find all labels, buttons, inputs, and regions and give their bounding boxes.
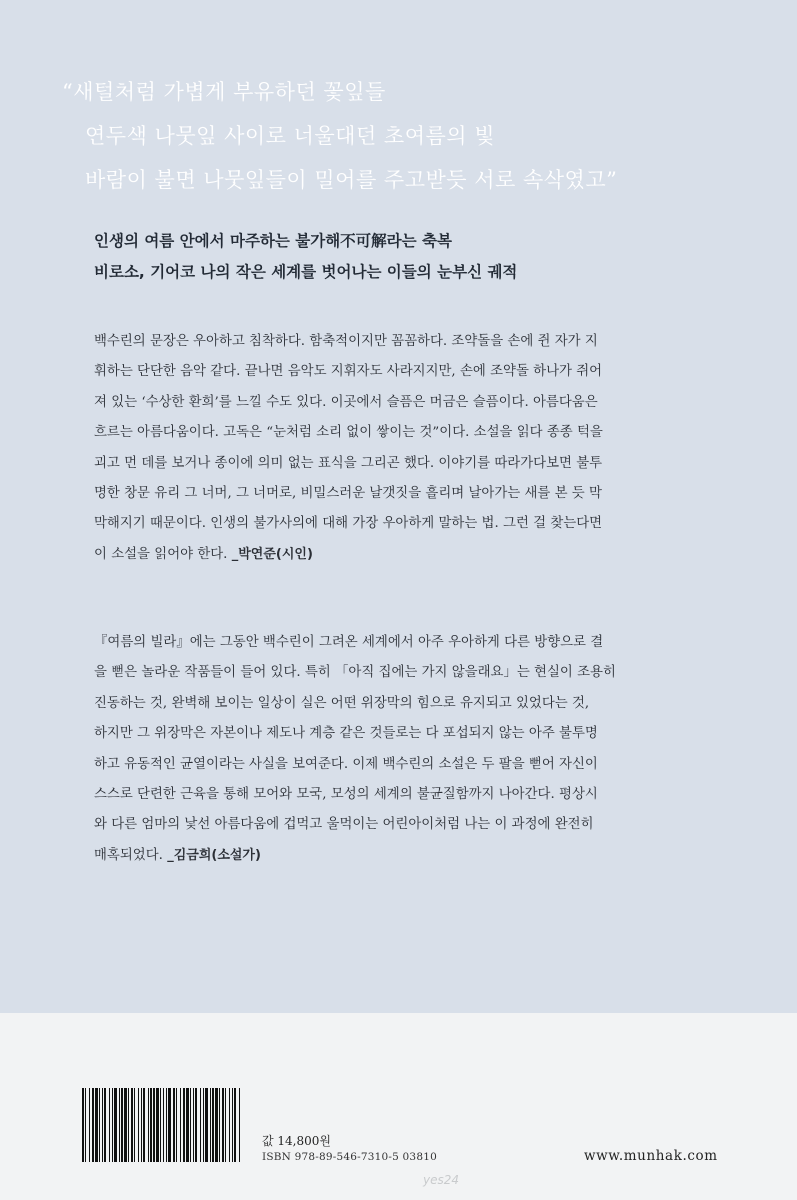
pull-quote-line: “새털처럼 가볍게 부유하던 꽃잎들	[62, 80, 386, 104]
review-last-line	[94, 841, 734, 871]
review-line: 명한 창문 유리 그 너머, 그 너머로, 비밀스러운 날갯짓을 흘리며 날아가는 새를 본 듯 막	[94, 486, 602, 502]
pull-quote-line: 바람이 불면 나뭇잎들이 밀어를 주고받듯 서로 속삭였고”	[85, 168, 618, 192]
watermark: yes24	[423, 1173, 460, 1187]
review-kim-geumhee	[94, 628, 734, 871]
review-line: 휘하는 단단한 음악 같다. 끝나면 음악도 지휘자도 사라지지만, 손에 조약돌 하나가 쥐어	[94, 364, 603, 380]
review-line: 흐르는 아름다움이다. 고독은 “눈처럼 소리 없이 쌓이는 것”이다. 소설을 읽다 종종 턱을	[94, 425, 603, 441]
review-line: 매혹되었다.	[94, 847, 163, 863]
review-line: 하고 유동적인 균열이라는 사실을 보여준다. 이제 백수린의 소설은 두 팔을 뻗어 자신이	[94, 756, 598, 772]
review-line: 하지만 그 위장막은 자본이나 제도나 계층 같은 것들로는 다 포섭되지 않는 아주 불투명	[94, 726, 598, 742]
review-line: 이 소설을 읽어야 한다.	[94, 546, 228, 562]
review-line: 와 다른 엄마의 낯선 아름다움에 겁먹고 울먹이는 어린아이처럼 나는 이 과정에 완전히	[94, 817, 594, 833]
isbn-number: ISBN 978-89-546-7310-5 03810	[262, 1151, 437, 1163]
barcode-bar	[239, 1088, 240, 1162]
review-line: 져 있는 ‘수상한 환희’를 느낄 수도 있다. 이곳에서 슬픔은 머금은 슬픔이다. 아름다움은	[94, 394, 598, 410]
review-last-line	[94, 540, 734, 570]
pull-quote	[64, 70, 764, 202]
review-line: 막해지기 때문이다. 인생의 불가사의에 대해 가장 우아하게 말하는 법. 그런 걸 찾는다면	[94, 516, 603, 532]
review-park-yeonjun	[94, 327, 734, 570]
tagline	[94, 226, 754, 288]
publisher-website[interactable]: www.munhak.com	[584, 1148, 718, 1164]
review-line: 스스로 단련한 근육을 통해 모어와 모국, 모성의 세계의 불균질함까지 나아간다. 평상시	[94, 787, 598, 803]
price-label: 값 14,800원	[262, 1134, 331, 1148]
review-author: _박연준(시인)	[231, 546, 313, 562]
review-author: _김금희(소설가)	[167, 847, 261, 863]
tagline-line: 인생의 여름 안에서 마주하는 불가해不可解라는 축복	[94, 232, 452, 250]
review-line: 『여름의 빌라』에는 그동안 백수린이 그려온 세계에서 아주 우아하게 다른 방향으로 결	[94, 635, 604, 650]
review-line: 진동하는 것, 완벽해 보이는 일상이 실은 어떤 위장막의 힘으로 유지되고 있었다는 것,	[94, 695, 590, 711]
review-line: 백수린의 문장은 우아하고 침착하다. 함축적이지만 꼼꼼하다. 조약돌을 손에 쥔 자가 지	[94, 334, 598, 349]
review-line: 괴고 먼 데를 보거나 종이에 의미 없는 표식을 그리곤 했다. 이야기를 따라가다보면 불투	[94, 455, 603, 471]
isbn-barcode	[82, 1088, 242, 1162]
pull-quote-line: 연두색 나뭇잎 사이로 너울대던 초여름의 빛	[85, 124, 496, 148]
tagline-line: 비로소, 기어코 나의 작은 세계를 벗어나는 이들의 눈부신 궤적	[94, 263, 518, 281]
review-line: 을 뻗은 놀라운 작품들이 들어 있다. 특히 「아직 집에는 가지 않을래요」는 현실이 조용히	[94, 665, 616, 681]
